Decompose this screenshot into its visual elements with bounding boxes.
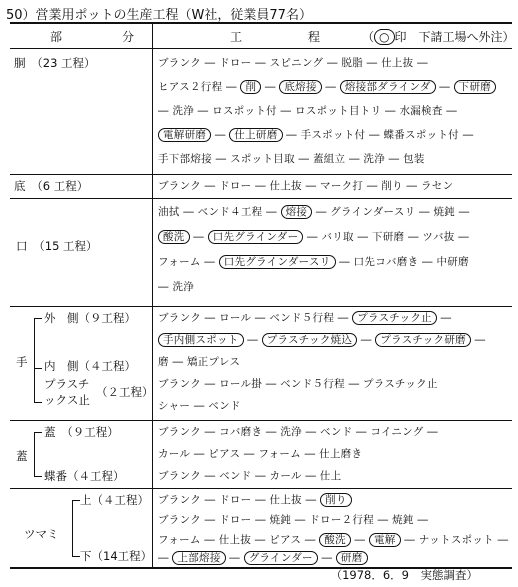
outsourced-step: 底熔接 [279, 80, 321, 94]
outsourced-step: プラスチック焼込 [262, 333, 358, 347]
process-line: 手内側スポット ― プラスチック焼込 ― プラスチック研磨 ― [158, 332, 485, 347]
process-line: フォーム ― 口先グラインダースリ ― 口先コバ磨き ― 中研磨 [158, 256, 469, 268]
circle-mark-icon: ○ [374, 29, 394, 45]
outsourced-step: 口先グラインダー [208, 230, 304, 244]
outsourced-step: 下研磨 [454, 80, 496, 94]
outsourced-step: 研磨 [336, 551, 368, 565]
process-line: 酸洗 ― 口先グラインダー ― バリ取 ― 下研磨 ― ツバ抜 ― [158, 229, 469, 244]
section-body [10, 48, 512, 175]
process-line: ブランク ― ドロー ― 仕上抜 ― マーク打 ― 削り ― ラセン [158, 180, 454, 192]
outsourced-step: 電解研磨 [158, 128, 211, 142]
section-bottom [10, 174, 512, 199]
process-line: 電解研磨 ― 仕上研磨 ― 手スポット付 ― 蝶番スポット付 ― [158, 127, 474, 142]
header-part-1: 部 [50, 30, 63, 44]
process-line: フォーム ― 仕上抜 ― ピアス ― 酸洗 ― 電解 ― ナットスポット ― [158, 534, 509, 546]
outsourced-step: プラスチック止 [352, 311, 437, 325]
process-line: ブランク ― ベンド ― カール ― 仕上 [158, 470, 342, 482]
sublabel-outer: 外 側（９工程） [44, 311, 136, 325]
process-line: ヒアス２行程 ― 削 ― 底熔接 ― 熔接部ダラインダ ― 下研磨 [158, 79, 496, 94]
process-line: 磨 ― 矯正プレス [158, 356, 241, 368]
outsourced-step: 手内側スポット [158, 333, 244, 347]
sublabel-plastic-count: （２工程） [96, 385, 154, 399]
outsourced-step: グラインダー [244, 551, 318, 565]
process-line: ブランク ― ドロー ― 仕上抜 ― 削り [158, 492, 352, 507]
table-header [10, 24, 515, 49]
process-line: ― 洗浄 [158, 281, 195, 293]
outsourced-step: 口先グラインダースリ [219, 255, 336, 269]
process-table [10, 22, 515, 569]
document-title: 50）営業用ポットの生産工程（W社，従業員77名） [6, 8, 312, 23]
outsourced-step: 仕上研磨 [229, 128, 282, 142]
bracket [72, 500, 73, 556]
process-line: ブランク ― ロール掛 ― ベンド５行程 ― プラスチック止 [158, 378, 438, 390]
section-label: 底 （6 工程） [14, 179, 89, 193]
sublabel-plastic-a: プラスチ [44, 377, 90, 391]
process-line: カール ― ピアス ― フォーム ― 仕上磨き [158, 448, 363, 460]
outsourced-step: 削 [240, 80, 261, 94]
process-line: ― 洗浄 ― ロスポット付 ― ロスポット目トリ ― 水漏検査 ― [158, 105, 458, 117]
outsourced-step: 熔接 [281, 205, 313, 219]
section-handle [10, 306, 512, 421]
header-part-2: 分 [122, 30, 135, 44]
sublabel-hinge: 蝶番（４工程） [44, 469, 125, 483]
section-label: 胴 （23 工程） [14, 56, 96, 70]
process-line: 油拭 ― ベンド４工程 ― 熔接 ― グラインダースリ ― 焼鈍 ― [158, 206, 470, 218]
survey-note: （1978．6．9 実態調査） [330, 568, 478, 582]
section-label: 蓋 [16, 449, 28, 463]
section-mouth [10, 198, 512, 307]
process-line: ブランク ― ドロー ― スピニング ― 脱脂 ― 仕上抜 ― [158, 57, 428, 69]
outsourced-step: 酸洗 [319, 533, 351, 547]
sublabel-lower: 下（14工程） [80, 549, 153, 563]
outsourced-step: 酸洗 [158, 230, 190, 244]
section-label: ツマミ [24, 527, 59, 541]
section-lid [10, 420, 512, 489]
bracket [34, 432, 35, 476]
sublabel-inner: 内 側（４工程） [44, 359, 136, 373]
outsourced-step: 電解 [369, 533, 401, 547]
header-process-2: 程 [308, 30, 321, 44]
process-line: ― 上部熔接 ― グラインダー ― 研磨 [158, 550, 368, 565]
sublabel-plastic-b: ックス止 [44, 393, 90, 407]
outsourced-step: 削り [320, 493, 352, 507]
process-line: シャー ― ベンド [158, 400, 241, 412]
outsourced-step: プラスチック研磨 [375, 333, 471, 347]
sublabel-upper: 上（４工程） [80, 493, 149, 507]
section-knob [10, 488, 512, 567]
process-line: ブランク ― ドロー ― 焼鈍 ― ドロー２行程 ― 焼鈍 ― [158, 514, 429, 526]
process-line: 手下部熔接 ― スポット目取 ― 蓋組立 ― 洗浄 ― 包装 [158, 153, 425, 165]
outsourced-step: 上部熔接 [172, 551, 225, 565]
section-label: 手 [16, 355, 28, 369]
sublabel-lid: 蓋 （９工程） [44, 425, 119, 439]
process-line: ブランク ― ロール ― ベンド５行程 ― プラスチック止 ― [158, 312, 452, 324]
header-note: （ ○ 印 下請工場へ外注） [362, 30, 515, 44]
section-label: 口 （15 工程） [16, 239, 98, 253]
outsourced-step: 熔接部ダラインダ [340, 80, 436, 94]
bracket [34, 318, 35, 402]
process-line: ブランク ― コバ磨き ― 洗浄 ― ベンド ― コイニング ― [158, 426, 438, 438]
header-process-1: 工 [230, 30, 243, 44]
